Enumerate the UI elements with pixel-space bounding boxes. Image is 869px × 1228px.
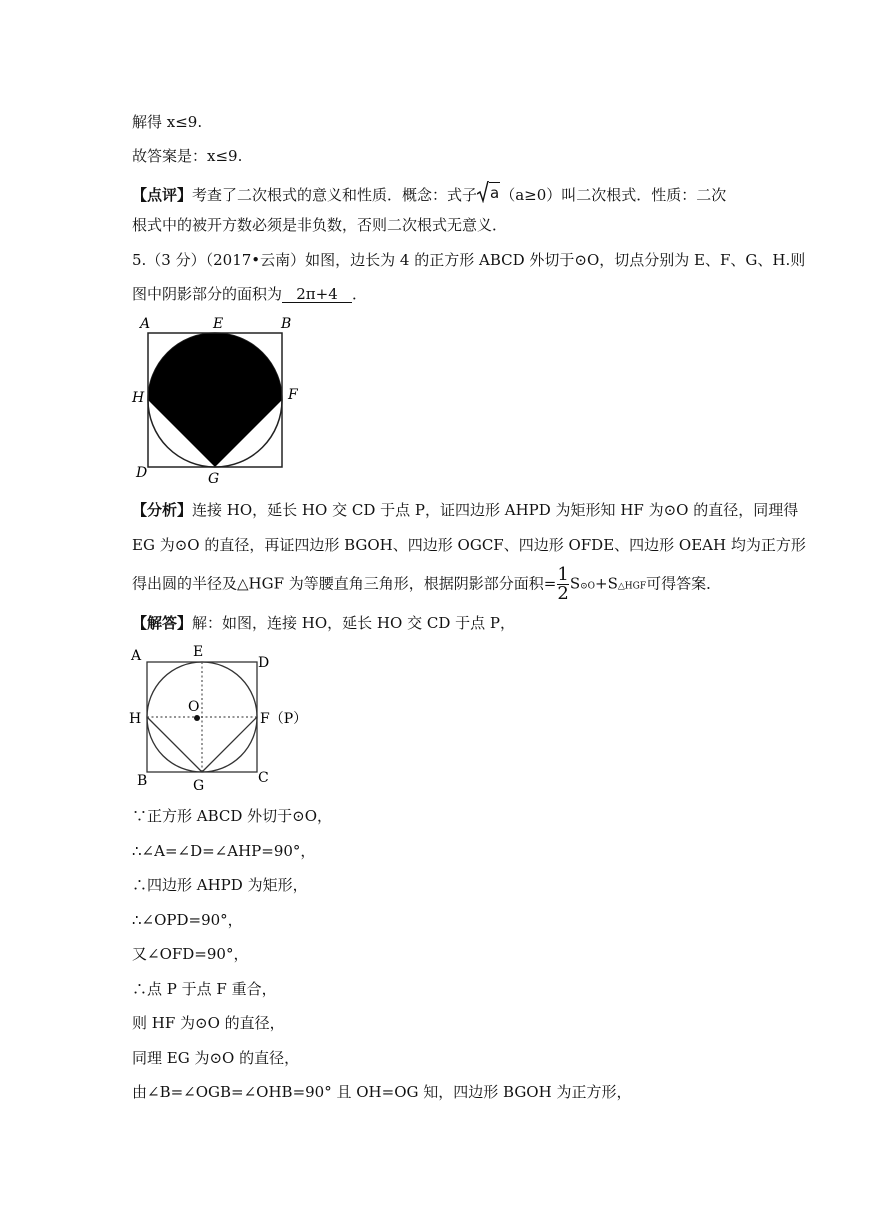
radicand: a	[490, 184, 500, 202]
review-text: （a≥0）叫二次根式．性质：二次	[500, 186, 727, 204]
proof-step: 同理 EG 为⊙O 的直径，	[132, 1049, 300, 1067]
analysis-line	[132, 500, 798, 520]
radical-expression	[477, 181, 500, 203]
review-tag: 【点评】	[132, 186, 193, 204]
question-text: 图中阴影部分的面积为	[132, 285, 283, 303]
point-label-h: H	[132, 390, 145, 406]
point-label-e: E	[213, 316, 224, 332]
point-label-a: A	[140, 316, 151, 332]
point-label-g: G	[193, 778, 205, 794]
radical-sign-icon	[477, 181, 489, 203]
question-text: ．	[352, 285, 368, 303]
review-text: 考查了二次根式的意义和性质．概念：式子	[192, 186, 478, 204]
figure-shaded-square	[128, 312, 308, 487]
area-subscript: ⊙O	[580, 581, 596, 592]
point-label-f: F	[288, 387, 298, 403]
solution-line	[132, 613, 515, 633]
review-paragraph	[132, 181, 726, 205]
text-line: 根式中的被开方数必须是非负数，否则二次根式无意义．	[132, 216, 508, 234]
analysis-line: EG 为⊙O 的直径，再证四边形 BGOH、四边形 OGCF、四边形 OFDE、四边形 OEAH 均为正方形	[132, 536, 806, 554]
area-symbol: S	[569, 574, 581, 593]
point-label-b: B	[281, 316, 292, 332]
solution-tag: 【解答】	[132, 614, 193, 632]
point-label-g: G	[208, 471, 220, 487]
point-label-b: B	[137, 773, 148, 789]
proof-step: ∴四边形 AHPD 为矩形，	[132, 876, 308, 894]
answer-blank: 2π+4	[282, 286, 352, 303]
proof-step: ∴∠OPD=90°，	[132, 911, 243, 929]
segment-hg	[147, 717, 202, 772]
text-line: 故答案是：x≤9.	[132, 147, 243, 165]
analysis-line	[132, 566, 721, 603]
plus-sign: +	[595, 574, 608, 593]
analysis-text: 得出圆的半径及△HGF 为等腰直角三角形，根据阴影部分面积=	[132, 574, 557, 593]
point-label-d: D	[258, 655, 270, 671]
area-subscript: △HGF	[617, 581, 647, 592]
fraction-numerator: 1	[557, 564, 569, 585]
text-line: 解得 x≤9.	[132, 113, 203, 131]
point-label-c: C	[258, 770, 269, 786]
point-label-h: H	[129, 711, 142, 727]
segment-gf	[202, 717, 257, 772]
solution-text: 解：如图，连接 HO，延长 HO 交 CD 于点 P，	[192, 614, 515, 632]
fraction	[557, 566, 568, 603]
fraction-denominator: 2	[557, 583, 569, 604]
proof-step: ∴点 P 于点 F 重合，	[132, 980, 277, 998]
point-label-a: A	[131, 648, 142, 664]
question-line	[132, 284, 367, 304]
analysis-text: 可得答案．	[646, 574, 722, 593]
center-point	[194, 715, 200, 721]
proof-step: ∴∠A=∠D=∠AHP=90°，	[132, 842, 316, 860]
area-symbol: S	[607, 574, 618, 593]
point-label-o: O	[188, 699, 200, 715]
proof-step: 由∠B=∠OGB=∠OHB=90° 且 OH=OG 知，四边形 BGOH 为正方形，	[132, 1083, 632, 1101]
proof-step: 又∠OFD=90°，	[132, 945, 249, 963]
point-label-f-p: F（P）	[260, 711, 308, 727]
proof-step: 则 HF 为⊙O 的直径，	[132, 1014, 285, 1032]
point-label-e: E	[193, 644, 204, 660]
figure-solution-square	[124, 640, 314, 795]
analysis-text: 连接 HO，延长 HO 交 CD 于点 P，证四边形 AHPD 为矩形知 HF 为⊙O 的直径，同理得	[192, 501, 799, 519]
analysis-tag: 【分析】	[132, 501, 193, 519]
question-line: 5.（3 分）（2017•云南）如图，边长为 4 的正方形 ABCD 外切于⊙O，切点分别为 E、F、G、H.则	[132, 251, 806, 269]
point-label-d: D	[136, 465, 148, 481]
proof-step: ∵正方形 ABCD 外切于⊙O，	[132, 807, 333, 825]
